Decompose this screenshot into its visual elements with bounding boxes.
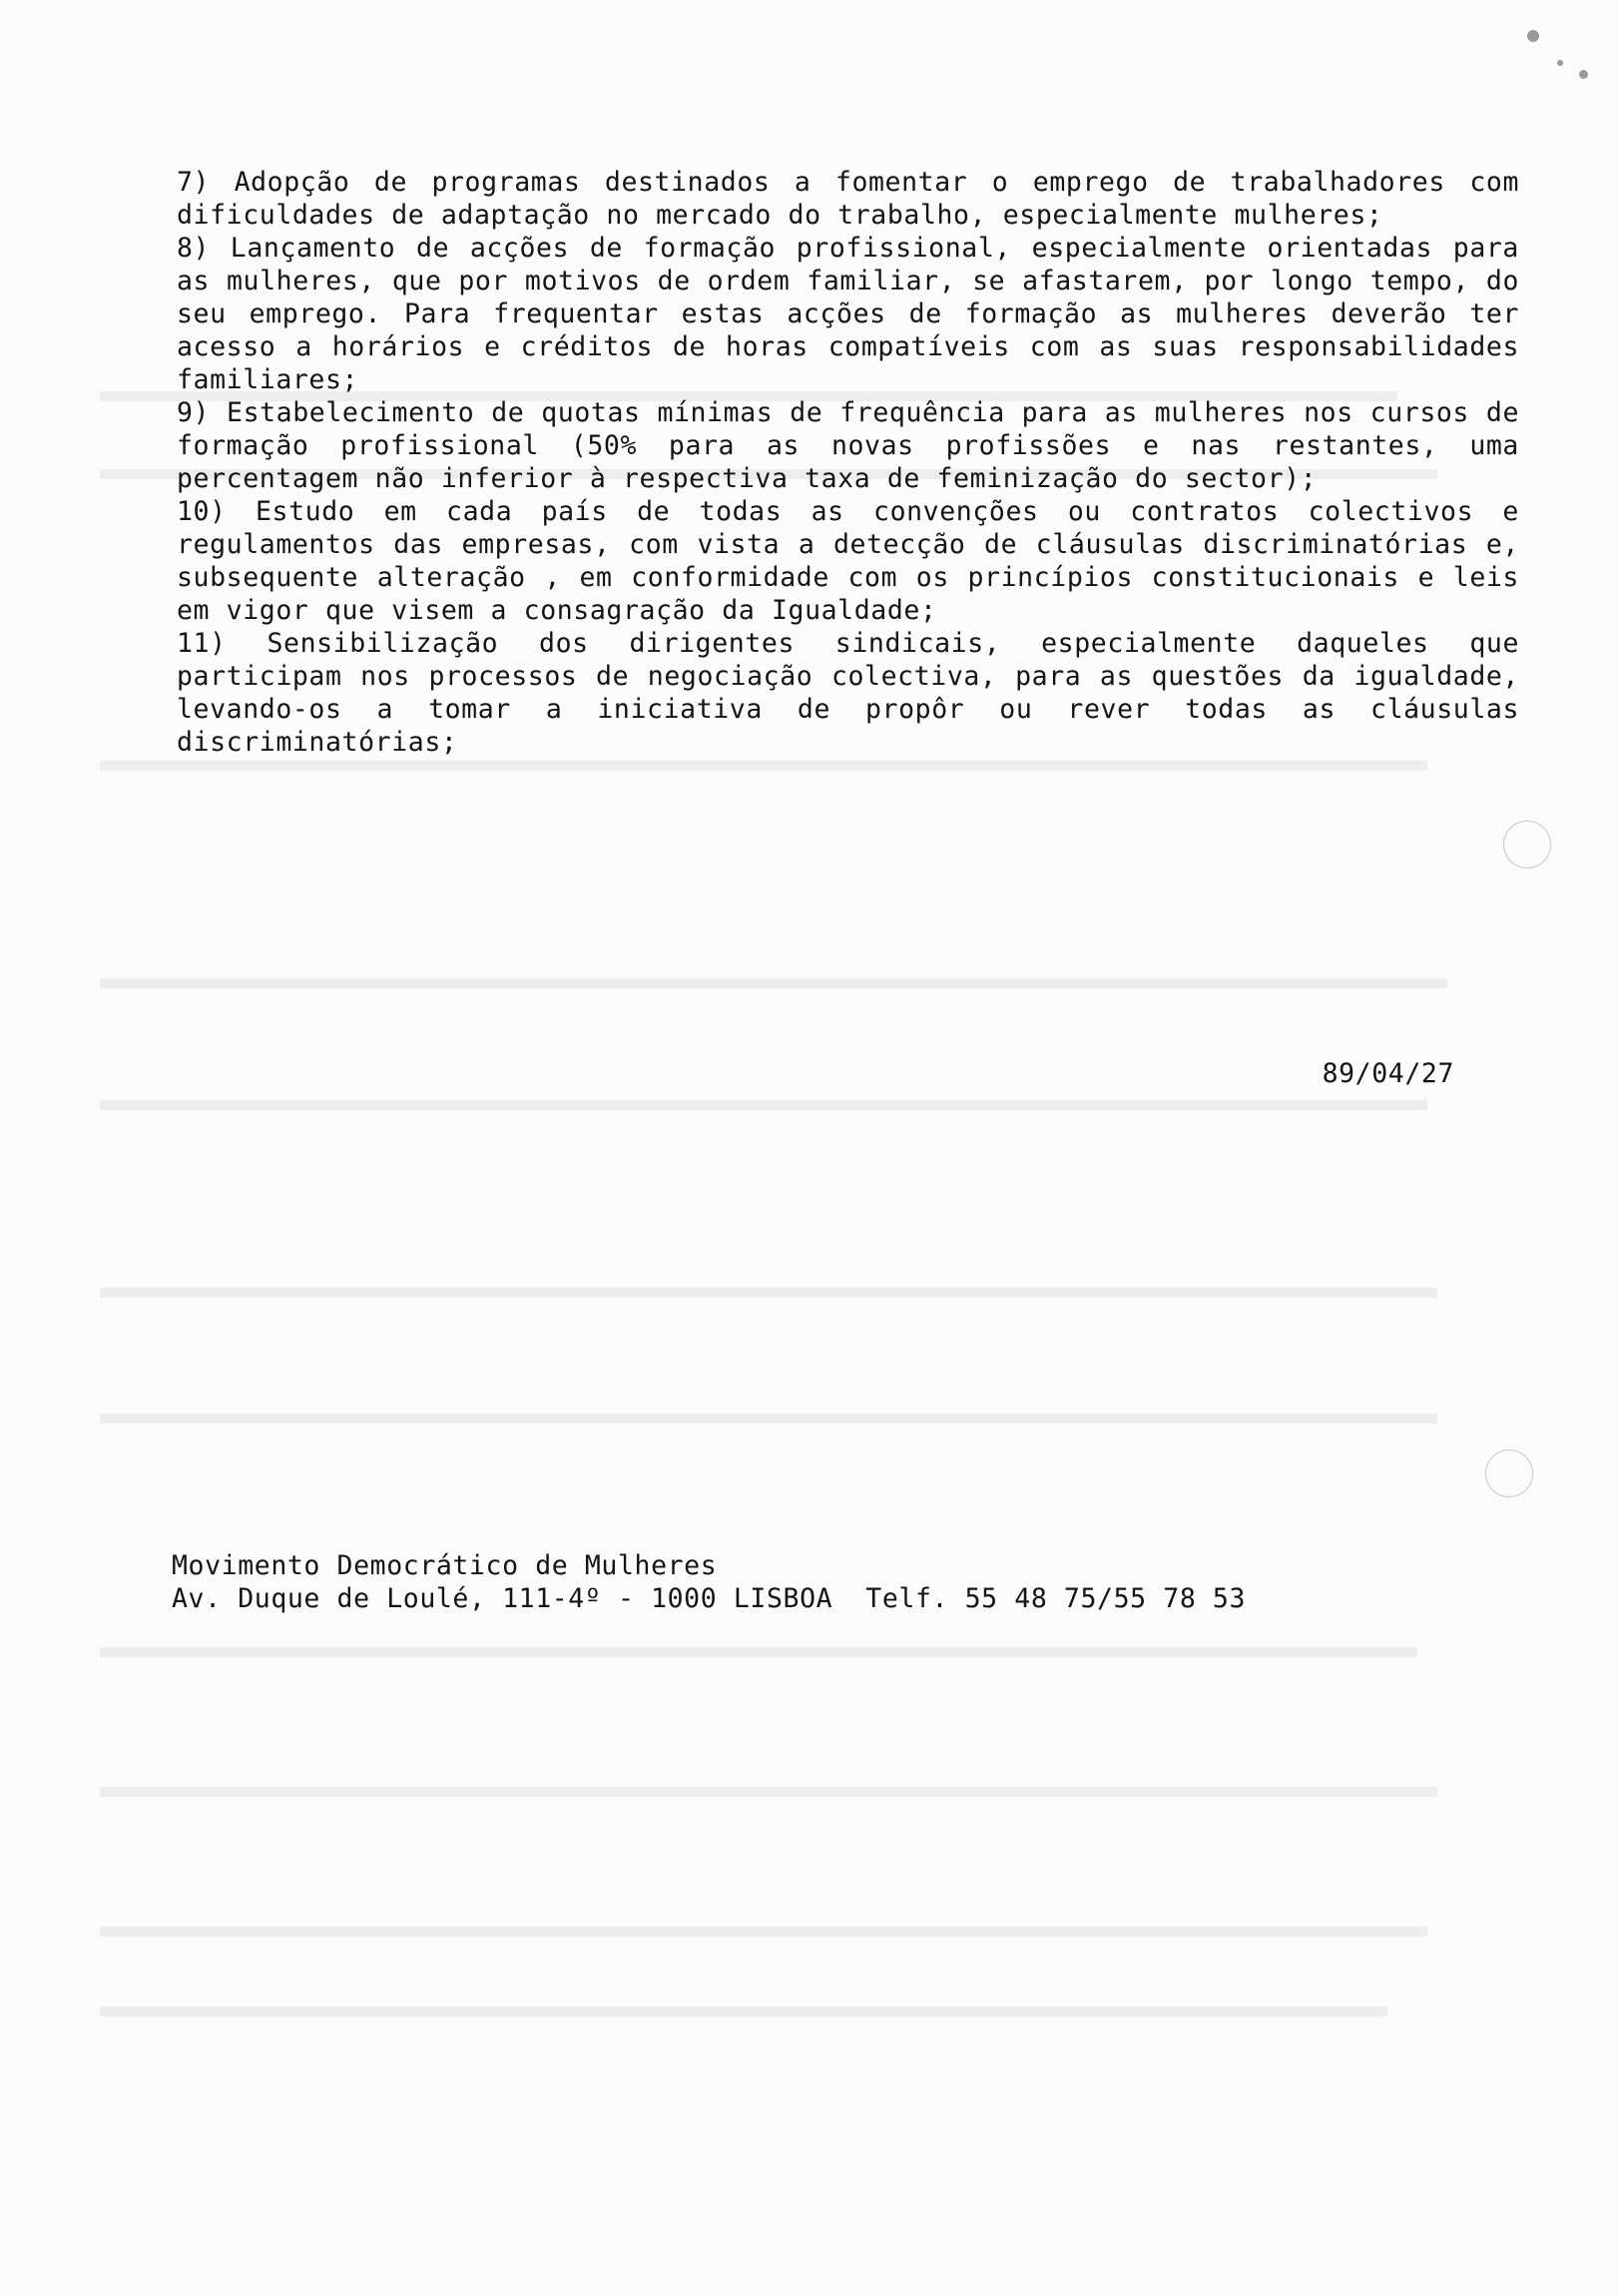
bleed-through-line	[100, 1647, 1417, 1657]
item-text: Estabelecimento de quotas mínimas de frequência para as mulheres nos cursos de formação profissional (50% para as novas profissões e nas restantes, uma percentagem não inferior à respectiva taxa de feminização do sector);	[177, 397, 1519, 494]
paper-speck	[1557, 60, 1563, 66]
document-date: 89/04/27	[1322, 1058, 1454, 1089]
punch-hole	[1503, 821, 1551, 868]
item-number: 7)	[177, 167, 211, 198]
bleed-through-line	[100, 1787, 1437, 1797]
bleed-through-line	[100, 1414, 1437, 1424]
paper-speck	[1527, 30, 1539, 42]
item-text: Sensibilização dos dirigentes sindicais, especialmente daqueles que participam nos processos de negociação colectiva, para as questões da igualdade, levando-os a tomar a iniciativa de propôr ou rever todas as cláusulas discriminatórias;	[177, 628, 1520, 758]
list-item	[177, 232, 1519, 396]
organization-name: Movimento Democrático de Mulheres	[172, 1550, 718, 1581]
item-text: Lançamento de acções de formação profissional, especialmente orientadas para as mulheres, que por motivos de ordem familiar, se afastarem, por longo tempo, do seu emprego. Para frequentar estas acções de formação as mulheres deverão ter acesso a horários e créditos de horas compatíveis com as suas responsabilidades familiares;	[177, 233, 1519, 395]
punch-hole	[1485, 1449, 1533, 1497]
bleed-through-line	[100, 978, 1447, 988]
item-number: 9)	[177, 397, 211, 428]
bleed-through-line	[100, 1100, 1427, 1110]
item-text: Estudo em cada país de todas as convenções ou contratos colectivos e regulamentos das empresas, com vista a detecção de cláusulas discriminatórias e, subsequente alteração , em conformidade com os princípios constitucionais e leis em vigor que visem a consagração da Igualdade;	[177, 496, 1519, 626]
bleed-through-line	[100, 2007, 1387, 2016]
list-item	[177, 495, 1519, 627]
numbered-measures-list	[177, 166, 1519, 759]
item-number: 10)	[177, 496, 227, 527]
item-text: Adopção de programas destinados a fomentar o emprego de trabalhadores com dificuldades de adaptação no mercado do trabalho, especialmente mulheres;	[177, 167, 1519, 231]
list-item	[177, 396, 1519, 495]
organization-address: Av. Duque de Loulé, 111-4º - 1000 LISBOA Telf. 55 48 75/55 78 53	[172, 1583, 1247, 1614]
letterhead-footer	[172, 1549, 1509, 1615]
list-item	[177, 166, 1519, 232]
bleed-through-line	[100, 1288, 1437, 1298]
item-number: 8)	[177, 233, 211, 264]
bleed-through-line	[100, 1927, 1427, 1937]
item-number: 11)	[177, 628, 227, 659]
paper-speck	[1579, 70, 1588, 79]
list-item	[177, 627, 1519, 759]
bleed-through-line	[100, 761, 1427, 771]
